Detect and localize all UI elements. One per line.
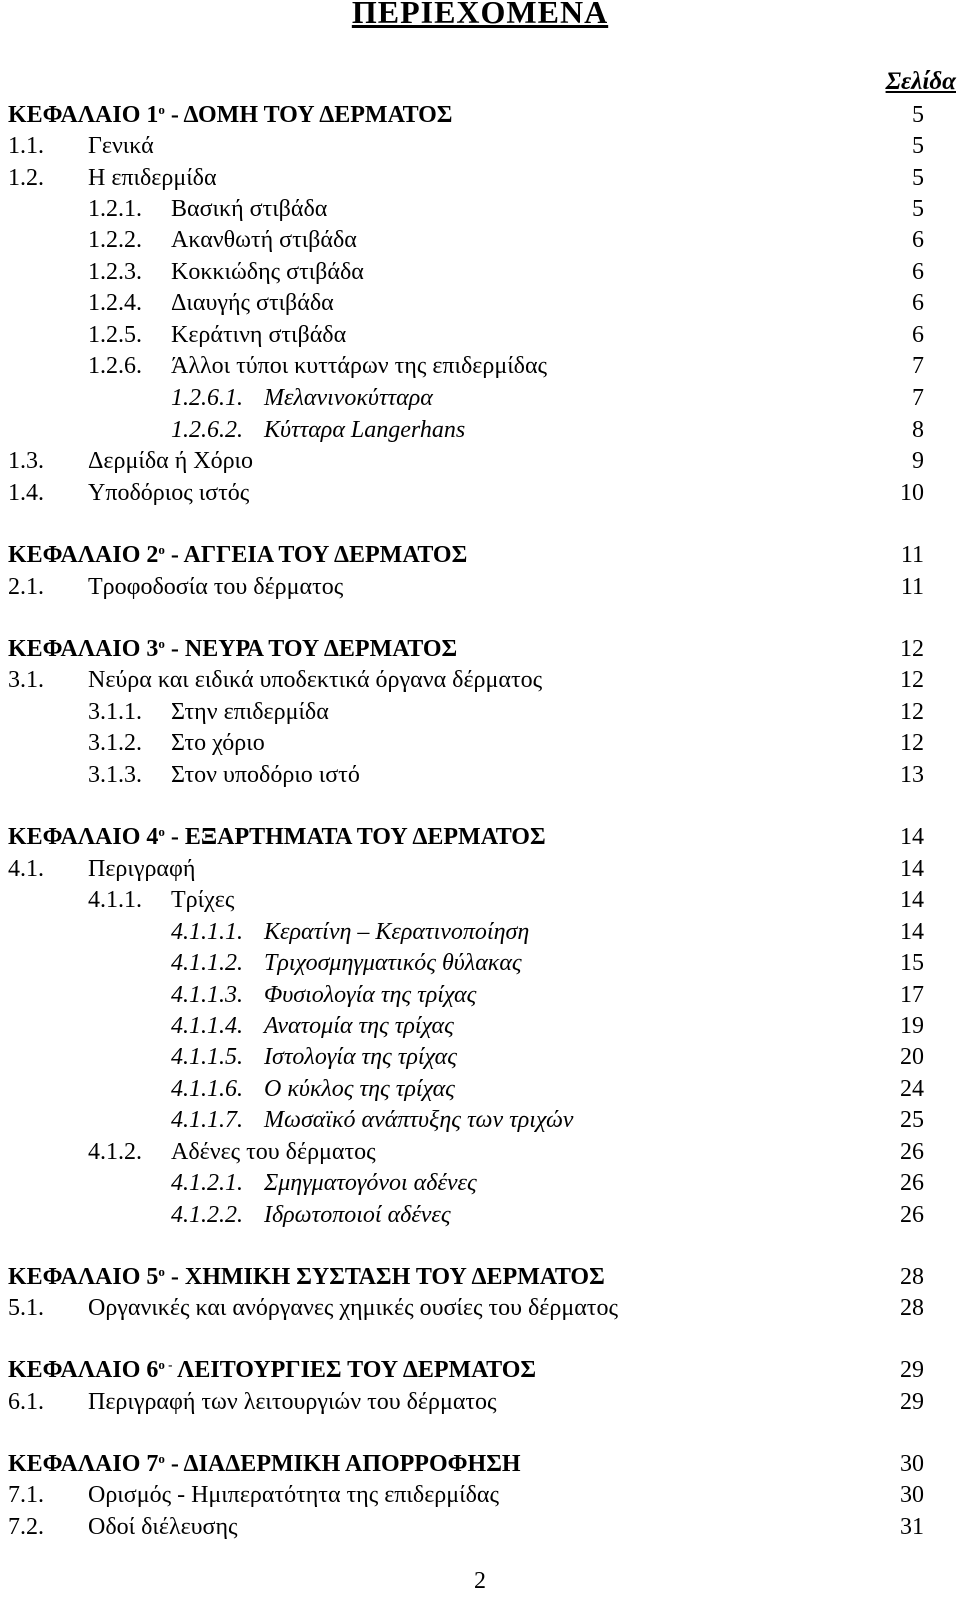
toc-entry — [0, 1167, 930, 1199]
section-number: 4.1.1.3. — [171, 982, 243, 1008]
section-number: 6.1. — [8, 1389, 44, 1415]
toc-entry — [0, 162, 930, 194]
section-title: Υποδόριος ιστός — [88, 480, 250, 506]
chapter-title — [8, 633, 457, 665]
page-number: 12 — [900, 730, 924, 756]
section-number: 4.1.1.4. — [171, 1013, 243, 1039]
chapter-label: ΚΕΦΑΛΑΙΟ 1 — [8, 102, 159, 128]
toc-entry — [0, 477, 930, 509]
toc-entry — [0, 193, 930, 225]
chapter-name: - ΔΙΑΔΕΡΜΙΚΗ ΑΠΟΡΡΟΦΗΣΗ — [164, 1451, 521, 1477]
section-title: Περιγραφή των λειτουργιών του δέρματος — [88, 1389, 497, 1415]
section-number: 4.1.1.2. — [171, 950, 243, 976]
section-number: 4.1. — [8, 856, 44, 882]
page-number: 17 — [900, 982, 924, 1008]
page-number: 26 — [900, 1202, 924, 1228]
toc-chapter — [0, 1354, 930, 1386]
section-title: Κερατίνη – Κερατινοποίηση — [264, 919, 530, 945]
ordinal-marker: ο — [158, 824, 165, 839]
section-title: Ανατομία της τρίχας — [264, 1013, 454, 1039]
section-number: 2.1. — [8, 574, 44, 600]
toc-chapter — [0, 821, 930, 853]
section-number: 4.1.2.2. — [171, 1202, 243, 1228]
chapter-name: - ΝΕΥΡΑ ΤΟΥ ΔΕΡΜΑΤΟΣ — [164, 636, 458, 662]
toc-entry — [0, 1010, 930, 1042]
chapter-title — [8, 539, 467, 571]
page-number: 31 — [900, 1514, 924, 1540]
toc-entry — [0, 727, 930, 759]
toc-entry — [0, 853, 930, 885]
page-number: 5 — [912, 133, 924, 159]
section-number: 1.2.4. — [88, 290, 142, 316]
page-number: 29 — [900, 1389, 924, 1415]
section-number: 1.2.6.2. — [171, 417, 243, 443]
page-number: 13 — [900, 762, 924, 788]
page-number: 10 — [900, 480, 924, 506]
ordinal-marker: ο — [158, 102, 165, 117]
section-title: Μελανινοκύτταρα — [264, 385, 433, 411]
section-number: 1.2.6. — [88, 353, 142, 379]
section-title: Φυσιολογία της τρίχας — [264, 982, 477, 1008]
section-number: 3.1.1. — [88, 699, 142, 725]
toc-entry — [0, 759, 930, 791]
section-number: 4.1.2.1. — [171, 1170, 243, 1196]
toc-entry — [0, 445, 930, 477]
toc-entry — [0, 1292, 930, 1324]
toc-entry — [0, 130, 930, 162]
section-title: Νεύρα και ειδικά υποδεκτικά όργανα δέρματος — [88, 667, 543, 693]
chapter-label: ΚΕΦΑΛΑΙΟ 7 — [8, 1451, 159, 1477]
section-title: Στον υποδόριο ιστό — [171, 762, 360, 788]
section-number: 5.1. — [8, 1295, 44, 1321]
toc-entry — [0, 414, 930, 446]
section-title: Ιδρωτοποιοί αδένες — [264, 1202, 451, 1228]
toc-entry — [0, 350, 930, 382]
toc-entry — [0, 224, 930, 256]
toc-entry — [0, 1073, 930, 1105]
section-title: Ο κύκλος της τρίχας — [264, 1076, 455, 1102]
section-number: 4.1.1.6. — [171, 1076, 243, 1102]
page-number: 26 — [900, 1170, 924, 1196]
page-number: 7 — [912, 385, 924, 411]
toc-entry — [0, 571, 930, 603]
page-number: 28 — [900, 1295, 924, 1321]
ordinal-marker: ο — [158, 636, 165, 651]
ordinal-marker: ο — [158, 1451, 165, 1466]
chapter-title — [8, 1261, 605, 1293]
chapter-label: ΚΕΦΑΛΑΙΟ 6 — [8, 1357, 159, 1383]
page-number: 7 — [912, 353, 924, 379]
page-number: 6 — [912, 322, 924, 348]
page-number: 8 — [912, 417, 924, 443]
page-number: 6 — [912, 227, 924, 253]
section-number: 4.1.1.7. — [171, 1107, 243, 1133]
toc-entry — [0, 287, 930, 319]
page-number: 12 — [900, 699, 924, 725]
chapter-label: ΚΕΦΑΛΑΙΟ 4 — [8, 824, 159, 850]
toc-chapter — [0, 539, 930, 571]
page-number: 15 — [900, 950, 924, 976]
chapter-label: ΚΕΦΑΛΑΙΟ 2 — [8, 542, 159, 568]
ordinal-marker: ο — [158, 542, 165, 557]
page-number: 5 — [912, 165, 924, 191]
section-number: 1.2.1. — [88, 196, 142, 222]
chapter-title — [8, 821, 546, 853]
toc-entry — [0, 696, 930, 728]
toc-entry — [0, 382, 930, 414]
section-title: Τρίχες — [171, 887, 235, 913]
toc-entry — [0, 947, 930, 979]
page-number: 5 — [912, 102, 924, 128]
section-title: Ορισμός - Ημιπερατότητα της επιδερμίδας — [88, 1482, 499, 1508]
toc-chapter — [0, 1448, 930, 1480]
section-number: 3.1. — [8, 667, 44, 693]
chapter-name: ΛΕΙΤΟΥΡΓΙΕΣ ΤΟΥ ΔΕΡΜΑΤΟΣ — [172, 1357, 537, 1383]
page-number: 24 — [900, 1076, 924, 1102]
section-number: 4.1.2. — [88, 1139, 142, 1165]
section-title: Διαυγής στιβάδα — [171, 290, 334, 316]
section-title: Στο χόριο — [171, 730, 265, 756]
chapter-name: - ΧΗΜΙΚΗ ΣΥΣΤΑΣΗ ΤΟΥ ΔΕΡΜΑΤΟΣ — [164, 1264, 605, 1290]
section-title: Μωσαϊκό ανάπτυξης των τριχών — [264, 1107, 574, 1133]
page-number: 6 — [912, 290, 924, 316]
page-number: 11 — [900, 542, 924, 568]
page-number: 11 — [900, 574, 924, 600]
page-number: 26 — [900, 1139, 924, 1165]
page-number: 28 — [900, 1264, 924, 1290]
toc-entry — [0, 1199, 930, 1231]
section-number: 1.2.2. — [88, 227, 142, 253]
section-number: 4.1.1.1. — [171, 919, 243, 945]
ordinal-marker: ο — [158, 1264, 165, 1279]
section-title: Οδοί διέλευσης — [88, 1514, 238, 1540]
page-number: 30 — [900, 1451, 924, 1477]
section-number: 1.2.5. — [88, 322, 142, 348]
section-title: Κεράτινη στιβάδα — [171, 322, 347, 348]
section-title: Κύτταρα Langerhans — [264, 417, 466, 443]
section-number: 7.2. — [8, 1514, 44, 1540]
section-title: Άλλοι τύποι κυττάρων της επιδερμίδας — [171, 353, 548, 379]
section-title: Τριχοσμηγματικός θύλακας — [264, 950, 522, 976]
toc-entry — [0, 256, 930, 288]
section-number: 4.1.1. — [88, 887, 142, 913]
page-number: 14 — [900, 887, 924, 913]
footer-page-number: 2 — [474, 1568, 486, 1594]
section-number: 3.1.2. — [88, 730, 142, 756]
chapter-name: - ΕΞΑΡΤΗΜΑΤΑ ΤΟΥ ΔΕΡΜΑΤΟΣ — [164, 824, 546, 850]
page-number: 9 — [912, 448, 924, 474]
page-number: 14 — [900, 919, 924, 945]
page-number: 14 — [900, 824, 924, 850]
toc-entry — [0, 664, 930, 696]
toc-entry — [0, 884, 930, 916]
toc-chapter — [0, 99, 930, 131]
section-number: 1.2. — [8, 165, 44, 191]
toc-chapter — [0, 633, 930, 665]
ordinal-marker: ο - — [158, 1357, 173, 1372]
section-number: 1.4. — [8, 480, 44, 506]
toc-entry — [0, 1386, 930, 1418]
section-number: 3.1.3. — [88, 762, 142, 788]
section-title: Δερμίδα ή Χόριο — [88, 448, 254, 474]
section-title: Οργανικές και ανόργανες χημικές ουσίες του δέρματος — [88, 1295, 618, 1321]
toc-entry — [0, 1104, 930, 1136]
chapter-name: - ΔΟΜΗ ΤΟΥ ΔΕΡΜΑΤΟΣ — [164, 102, 453, 128]
section-title: Στην επιδερμίδα — [171, 699, 329, 725]
toc-entry — [0, 319, 930, 351]
chapter-title — [8, 99, 453, 131]
page-number: 19 — [900, 1013, 924, 1039]
section-number: 4.1.1.5. — [171, 1044, 243, 1070]
toc-entry — [0, 1136, 930, 1168]
section-number: 7.1. — [8, 1482, 44, 1508]
section-title: Αδένες του δέρματος — [171, 1139, 376, 1165]
page-number: 29 — [900, 1357, 924, 1383]
chapter-label: ΚΕΦΑΛΑΙΟ 5 — [8, 1264, 159, 1290]
section-title: Τροφοδοσία του δέρματος — [88, 574, 344, 600]
page-number: 5 — [912, 196, 924, 222]
section-number: 1.3. — [8, 448, 44, 474]
section-number: 1.1. — [8, 133, 44, 159]
chapter-title — [8, 1448, 521, 1480]
page-number: 25 — [900, 1107, 924, 1133]
toc-chapter — [0, 1261, 930, 1293]
section-title: Γενικά — [88, 133, 154, 159]
chapter-name: - ΑΓΓΕΙΑ ΤΟΥ ΔΕΡΜΑΤΟΣ — [164, 542, 468, 568]
toc-entry — [0, 1479, 930, 1511]
section-title: Ακανθωτή στιβάδα — [171, 227, 357, 253]
section-number: 1.2.3. — [88, 259, 142, 285]
page-number: 30 — [900, 1482, 924, 1508]
toc-entry — [0, 979, 930, 1011]
page-number: 20 — [900, 1044, 924, 1070]
section-number: 1.2.6.1. — [171, 385, 243, 411]
section-title: Κοκκιώδης στιβάδα — [171, 259, 364, 285]
toc-entry — [0, 916, 930, 948]
section-title: Η επιδερμίδα — [88, 165, 217, 191]
page-column-label: Σελίδα — [885, 68, 956, 95]
section-title: Βασική στιβάδα — [171, 196, 328, 222]
toc-entry — [0, 1511, 930, 1543]
chapter-title — [8, 1354, 536, 1386]
page-number: 12 — [900, 667, 924, 693]
page-number: 14 — [900, 856, 924, 882]
section-title: Περιγραφή — [88, 856, 196, 882]
page-number: 12 — [900, 636, 924, 662]
page-title: ΠΕΡΙΕΧΟΜΕΝΑ — [351, 0, 609, 30]
chapter-label: ΚΕΦΑΛΑΙΟ 3 — [8, 636, 159, 662]
toc-entry — [0, 1041, 930, 1073]
section-title: Σμηγματογόνοι αδένες — [264, 1170, 477, 1196]
section-title: Ιστολογία της τρίχας — [264, 1044, 457, 1070]
page-number: 6 — [912, 259, 924, 285]
